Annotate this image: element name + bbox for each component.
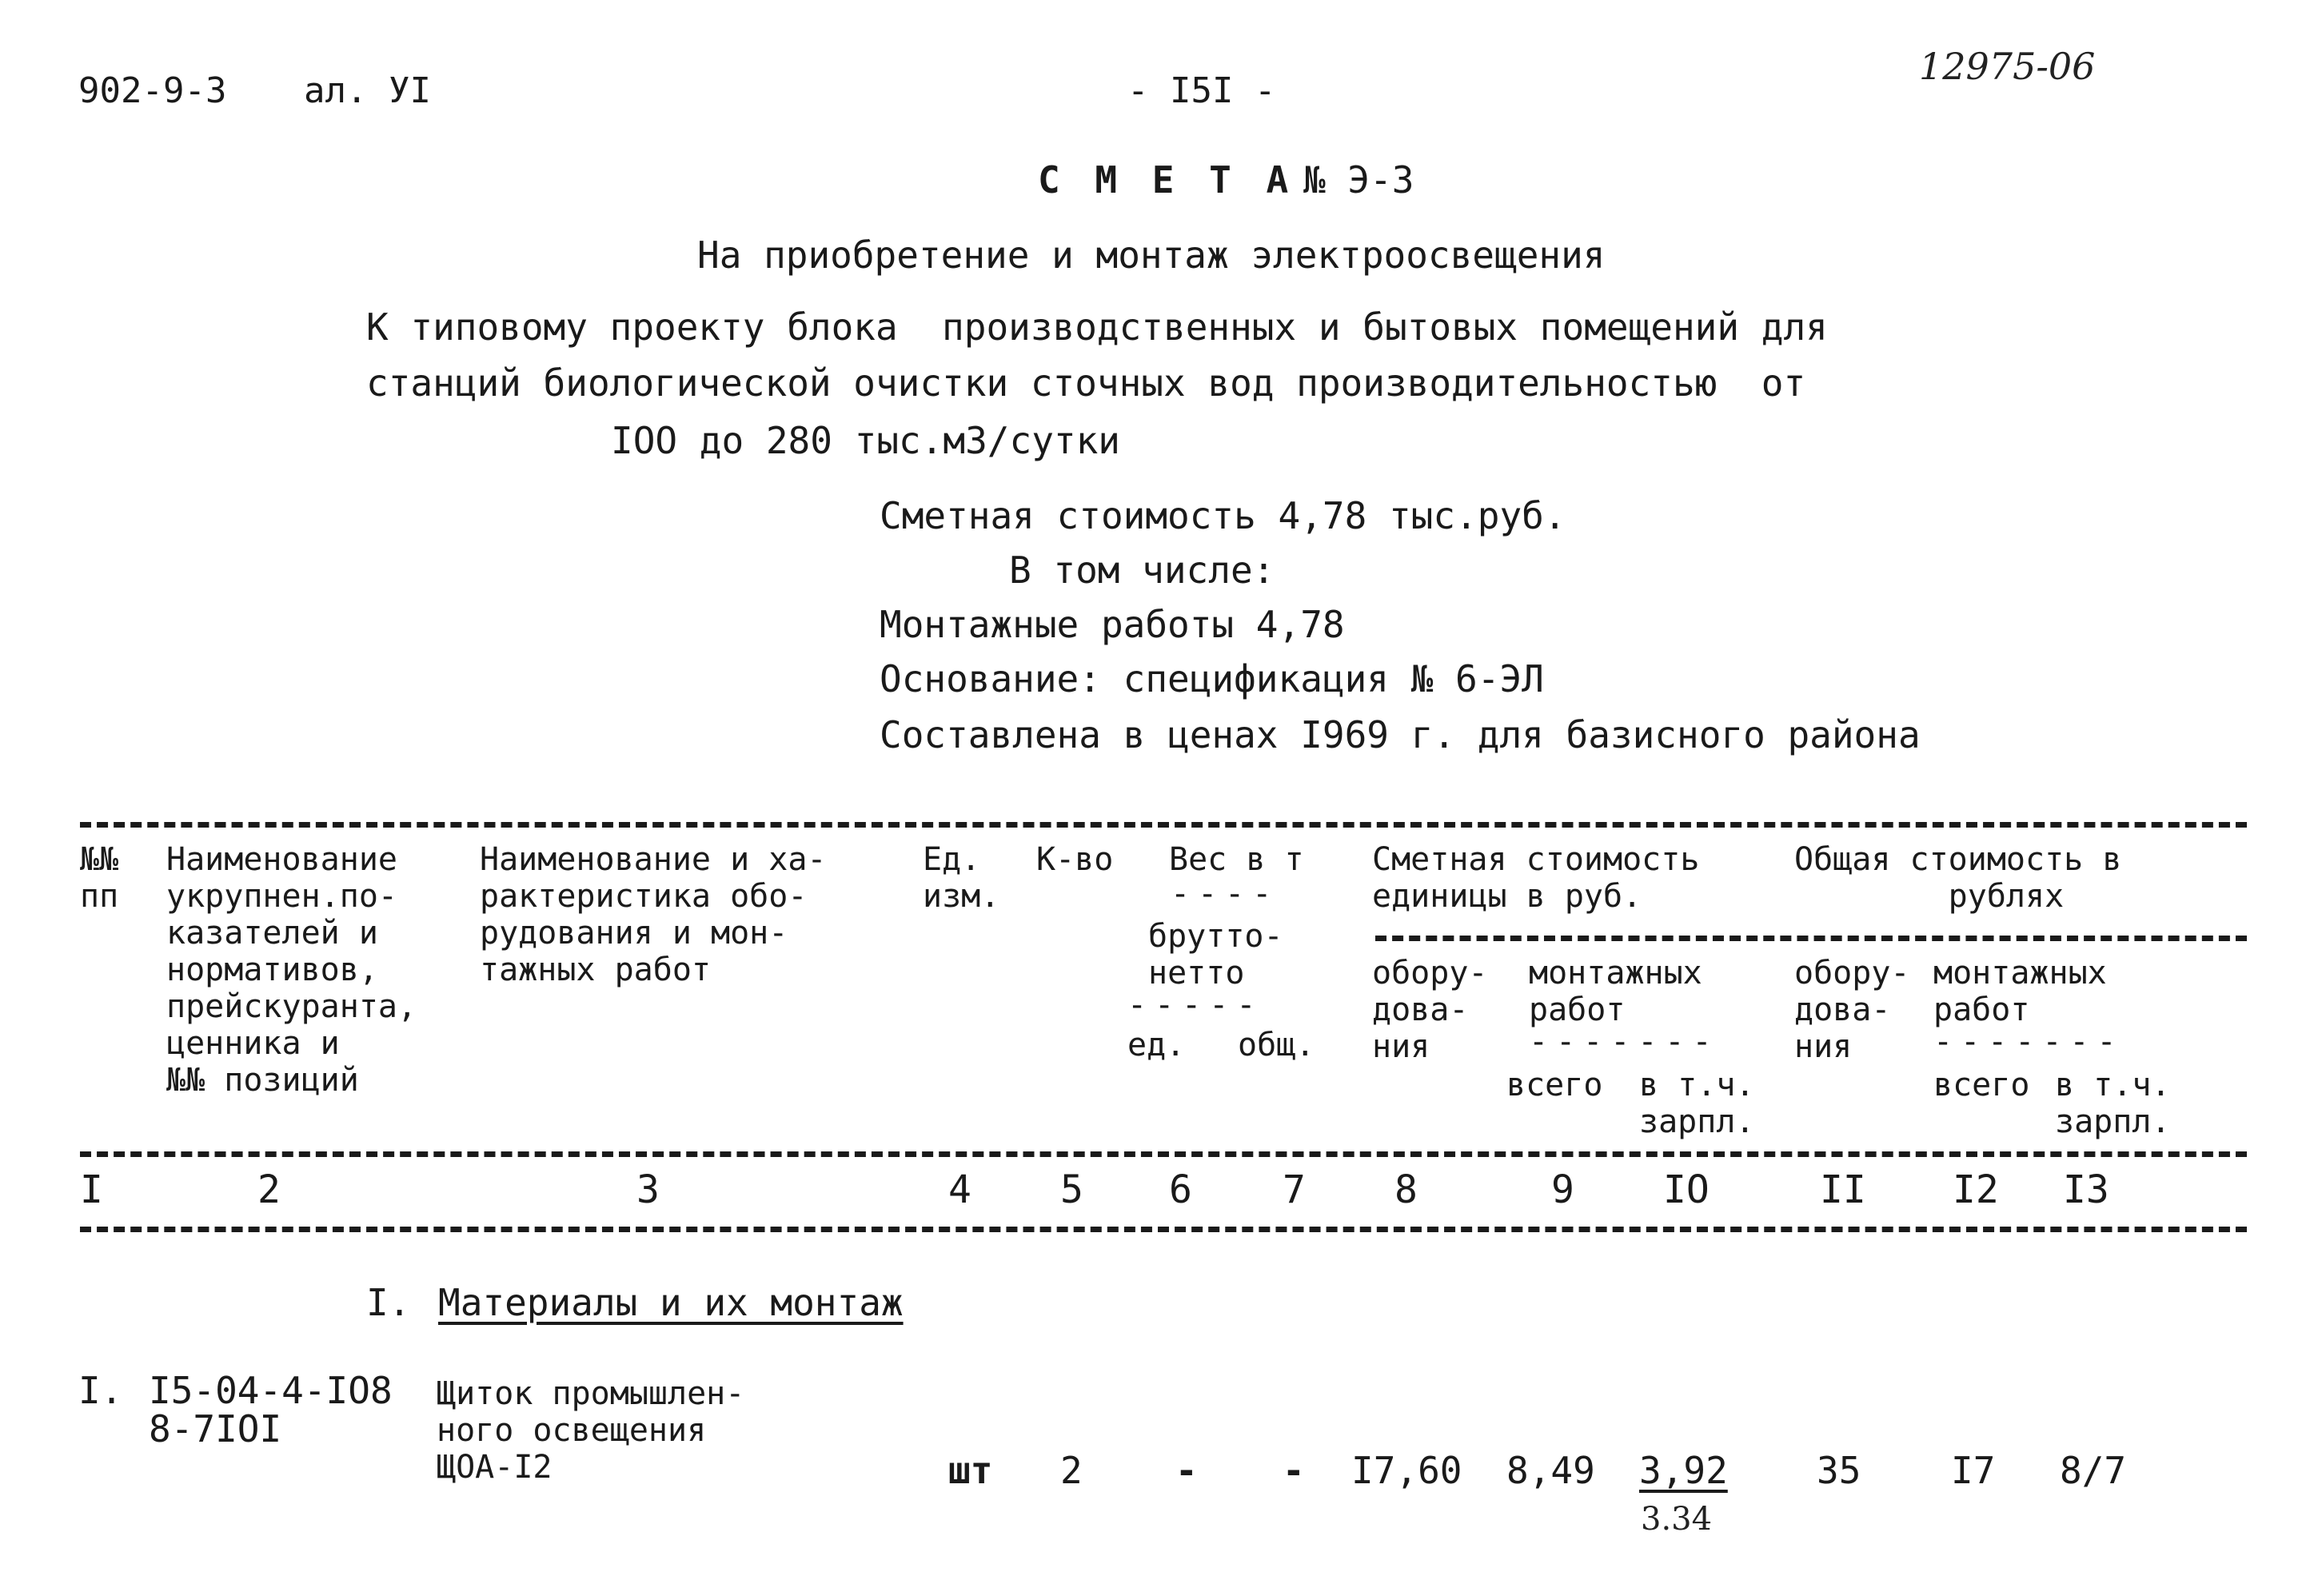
page-number: - I5I -	[1127, 70, 1276, 111]
header-unit-install: монтажных работ	[1529, 955, 1702, 1028]
weight-divider-2: -----	[1127, 987, 1264, 1023]
column-number: I	[80, 1167, 103, 1212]
header-indicator-name: Наименование укрупнен.по- казателей и нормативов, прейскуранта, ценника и №№ позиций	[166, 841, 417, 1099]
column-number: 9	[1551, 1167, 1574, 1212]
header-total-equipment: обору- дова- ния	[1794, 955, 1910, 1065]
row-wages-unit-handwritten: 3.34	[1641, 1501, 1713, 1538]
row-wages-unit-cost: 3,92	[1639, 1449, 1728, 1492]
header-weight-sub: брутто- нетто	[1148, 918, 1283, 992]
row-equipment-total: 35	[1817, 1449, 1861, 1492]
including-label: В том числе:	[1009, 549, 1275, 592]
column-number: 4	[948, 1167, 971, 1212]
header-weight-unit: ед.	[1127, 1027, 1186, 1063]
column-number: I3	[2063, 1167, 2109, 1212]
header-weight-total: общ.	[1238, 1027, 1315, 1063]
header-total-install-total: всего	[1933, 1067, 2030, 1103]
header-unit: Ед. изм.	[923, 841, 1000, 915]
row-code-1: I5-04-4-IO8	[149, 1369, 393, 1412]
unit-install-divider: -------	[1529, 1023, 1720, 1060]
total-cost: Сметная стоимость 4,78 тыс.руб.	[880, 494, 1566, 537]
column-number: 2	[257, 1167, 281, 1212]
section-title: Материалы и их монтаж	[438, 1281, 904, 1324]
row-weight-unit: -	[1175, 1449, 1198, 1492]
row-name-3: ЩОА-I2	[437, 1449, 553, 1486]
compiled-label: Составлена в ценах I969 г. для базисного района	[880, 713, 1921, 756]
cost-header-rule	[1375, 936, 2247, 941]
basis-label: Основание: спецификация № 6-ЭЛ	[880, 657, 1544, 700]
column-number-rule	[80, 1227, 2247, 1232]
project-line-3: IOO до 280 тыс.м3/сутки	[611, 419, 1120, 462]
table-top-rule	[80, 822, 2247, 828]
row-install-unit-cost: 8,49	[1506, 1449, 1595, 1492]
project-line-2: станций биологической очистки сточных вод производительностью от	[366, 361, 1806, 405]
project-line-1: К типовому проекту блока производственных и бытовых помещений для	[366, 305, 1828, 349]
header-weight-title: Вес в т	[1169, 841, 1304, 878]
header-total-install: монтажных работ	[1933, 955, 2107, 1028]
row-wages-total: 8/7	[2060, 1449, 2127, 1492]
installation-cost: Монтажные работы 4,78	[880, 603, 1345, 646]
header-total-install-wages: в т.ч. зарпл.	[2055, 1067, 2171, 1140]
row-number: I.	[78, 1369, 123, 1412]
header-total-cost-title: Общая стоимость в рублях	[1794, 841, 2122, 915]
header-equipment-name: Наименование и ха- рактеристика обо- рудования и мон- тажных работ	[480, 841, 827, 988]
series-code: 902-9-3	[78, 70, 227, 111]
header-unit-install-wages: в т.ч. зарпл.	[1639, 1067, 1755, 1140]
row-code-2: 8-7IOI	[149, 1407, 282, 1450]
column-number: I2	[1953, 1167, 1999, 1212]
header-quantity: К-во	[1036, 841, 1114, 878]
doc-title: С М Е Т А	[1038, 158, 1295, 201]
row-weight-total: -	[1283, 1449, 1305, 1492]
row-equipment-unit-cost: I7,60	[1351, 1449, 1462, 1492]
section-number: I.	[366, 1281, 411, 1324]
column-number: 7	[1283, 1167, 1306, 1212]
doc-number: № Э-3	[1303, 158, 1414, 201]
column-number: II	[1820, 1167, 1866, 1212]
album-label: ал. УI	[304, 70, 431, 111]
header-unit-cost-title: Сметная стоимость единицы в руб.	[1372, 841, 1700, 915]
row-quantity: 2	[1060, 1449, 1083, 1492]
row-name-2: ного освещения	[437, 1412, 707, 1449]
header-unit-install-total: всего	[1506, 1067, 1603, 1103]
header-row-no: №№ пп	[80, 841, 119, 915]
column-number: IO	[1663, 1167, 1710, 1212]
row-unit: шт	[948, 1449, 993, 1492]
header-unit-equipment: обору- дова- ния	[1372, 955, 1488, 1065]
total-install-divider: -------	[1933, 1023, 2124, 1060]
column-number: 3	[636, 1167, 660, 1212]
row-install-total: I7	[1951, 1449, 1996, 1492]
column-number: 8	[1394, 1167, 1418, 1212]
column-number: 5	[1060, 1167, 1083, 1212]
header-bottom-rule	[80, 1151, 2247, 1157]
handwritten-code: 12975-06	[1919, 45, 2096, 88]
doc-subtitle: На приобретение и монтаж электроосвещения	[697, 233, 1606, 277]
weight-divider-1: ----	[1171, 876, 1280, 912]
row-name-1: Щиток промышлен-	[437, 1375, 745, 1412]
column-number: 6	[1169, 1167, 1192, 1212]
